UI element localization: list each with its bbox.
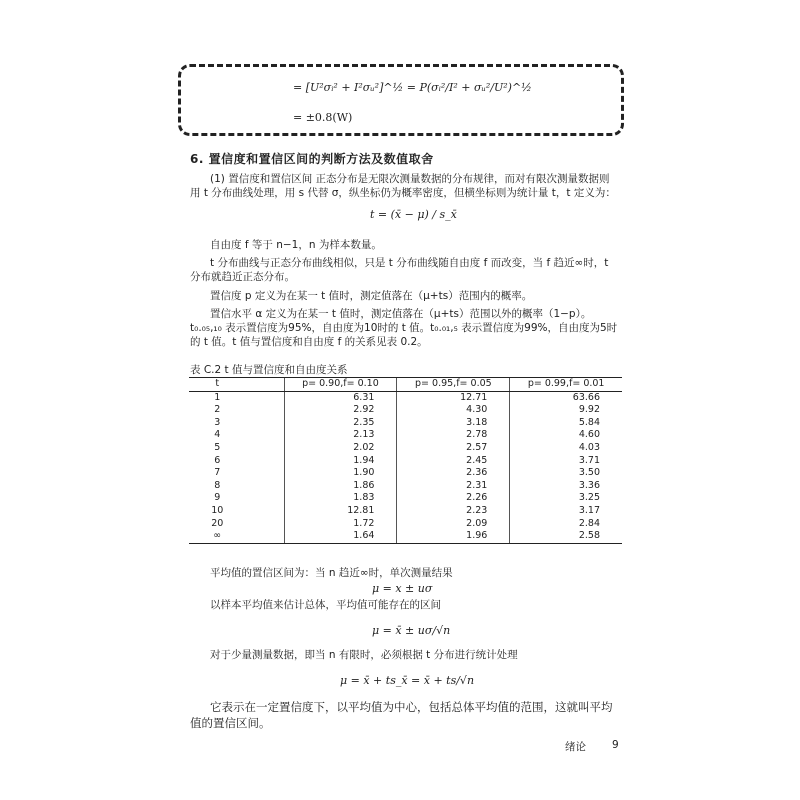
paragraph-confidence-intro: (1) 置信度和置信区间 正态分布是无限次测量数据的分布规律，而对有限次测量数据则用 t 分布曲线处理，用 s 代替 σ，纵坐标仍为概率密度，但横坐标则为统计量 t，t 定义为：	[190, 173, 616, 199]
table-cell: 3.25	[510, 492, 622, 505]
table-cell: 2.26	[397, 492, 510, 505]
table-cell: 4	[214, 429, 221, 441]
table-cell: 2.31	[397, 480, 510, 493]
table-cell: 6.31	[284, 391, 397, 404]
table-row	[189, 391, 622, 404]
table-cell: 1.72	[284, 518, 397, 531]
table-header-p90: p= 0.90,f= 0.10	[284, 378, 397, 392]
table-cell: 3.17	[510, 505, 622, 518]
table-cell: 3.18	[397, 417, 510, 430]
table-cell: 5	[214, 441, 221, 453]
t-value-table	[189, 377, 622, 544]
table-cell: 2.23	[397, 505, 510, 518]
table-cell: 3.71	[510, 455, 622, 468]
table-row	[189, 492, 622, 505]
table-cell: 2.57	[397, 442, 510, 455]
table-row	[189, 417, 622, 430]
table-cell: 10	[211, 504, 224, 516]
table-cell: 2.45	[397, 455, 510, 468]
table-cell: 2.78	[397, 429, 510, 442]
table-cell: 1.83	[284, 492, 397, 505]
table-cell: 2.13	[284, 429, 397, 442]
table-row	[189, 480, 622, 493]
table-cell: 2.36	[397, 467, 510, 480]
table-cell: 2.58	[510, 530, 622, 543]
table-cell: 2.35	[284, 417, 397, 430]
table-row	[189, 404, 622, 417]
paragraph-confidence-level: 置信水平 α 定义为在某一 t 值时，测定值落在（μ+ts）范围以外的概率（1−p）。t₀.₀₅,₁₀ 表示置信度为95%，自由度为10时的 t 值。t₀.₀₁,₅ 表示置信度为99%，自由度为5时的 t 值。t 值与置信度和自由度 f 的关系见表 0.2。	[190, 308, 618, 348]
formula-t-interval: μ = x̄ + ts_x̄ = x̄ + ts/√n	[340, 674, 475, 687]
table-row	[189, 505, 622, 518]
formula-t-statistic: t = (x̄ − μ) / s_x̄	[370, 208, 457, 221]
table-row	[189, 442, 622, 455]
table-row	[189, 467, 622, 480]
table-cell: 1.96	[397, 530, 510, 543]
table-header-p99: p= 0.99,f= 0.01	[510, 378, 622, 392]
table-cell: 1	[214, 391, 221, 403]
table-row	[189, 530, 622, 543]
table-cell: 12.71	[397, 391, 510, 404]
table-cell: 3	[214, 416, 221, 428]
table-cell: 1.90	[284, 467, 397, 480]
table-cell: 8	[214, 479, 221, 491]
paragraph-degrees-freedom: 自由度 f 等于 n−1，n 为样本数量。	[210, 239, 382, 251]
table-cell: 4.30	[397, 404, 510, 417]
table-cell: 1.94	[284, 455, 397, 468]
footer-page-number: 9	[612, 739, 619, 751]
table-cell: 2	[214, 404, 221, 416]
power-error-equation: = [U²σᵢ² + I²σᵤ²]^½ = P(σᵢ²/I² + σᵤ²/U²)^½	[293, 81, 532, 94]
table-cell: 3.50	[510, 467, 622, 480]
table-cell: 20	[211, 517, 224, 529]
table-cell: 6	[214, 454, 221, 466]
table-cell: 5.84	[510, 417, 622, 430]
paragraph-limited-data: 对于少量测量数据，即当 n 有限时，必须根据 t 分布进行统计处理	[210, 649, 518, 661]
table-cell: 3.36	[510, 480, 622, 493]
paragraph-sample-mean: 以样本平均值来估计总体，平均值可能存在的区间	[210, 599, 441, 611]
table-cell: 9.92	[510, 404, 622, 417]
paragraph-interval-meaning: 它表示在一定置信度下，以平均值为中心，包括总体平均值的范围，这就叫平均值的置信区间。	[190, 700, 613, 730]
formula-mean-interval: μ = x̄ ± uσ/√n	[372, 624, 451, 637]
table-cell: ∞	[189, 530, 284, 543]
table-cell: 12.81	[284, 505, 397, 518]
table-cell: 1.64	[284, 530, 397, 543]
table-cell: 4.60	[510, 429, 622, 442]
section-heading: 6. 置信度和置信区间的判断方法及数值取舍	[190, 152, 434, 166]
footer-chapter-label: 绪论	[565, 741, 586, 753]
table-row	[189, 518, 622, 531]
equation-box	[178, 64, 624, 136]
table-header-t: t	[189, 378, 284, 392]
table-cell: 9	[214, 492, 221, 504]
table-header-row	[189, 378, 622, 392]
paragraph-mean-interval: 平均值的置信区间为：当 n 趋近∞时，单次测量结果	[210, 567, 453, 579]
table-cell: 1.86	[284, 480, 397, 493]
table-row	[189, 429, 622, 442]
table-row	[189, 455, 622, 468]
paragraph-t-distribution: t 分布曲线与正态分布曲线相似，只是 t 分布曲线随自由度 f 而改变，当 f 趋近∞时，t 分布就趋近正态分布。	[190, 257, 609, 283]
table-cell: 2.02	[284, 442, 397, 455]
table-cell: 2.09	[397, 518, 510, 531]
table-cell: 63.66	[510, 391, 622, 404]
paragraph-confidence-definition: 置信度 p 定义为在某一 t 值时，测定值落在（μ+ts）范围内的概率。	[210, 290, 533, 302]
table-cell: 7	[214, 467, 221, 479]
table-caption: 表 C.2 t 值与置信度和自由度关系	[190, 364, 348, 376]
table-cell: 2.92	[284, 404, 397, 417]
formula-single-measurement: μ = x ± uσ	[372, 582, 433, 595]
power-error-result: = ±0.8(W)	[293, 111, 353, 124]
table-header-p95: p= 0.95,f= 0.05	[397, 378, 510, 392]
table-cell: 2.84	[510, 518, 622, 531]
table-cell: 4.03	[510, 442, 622, 455]
